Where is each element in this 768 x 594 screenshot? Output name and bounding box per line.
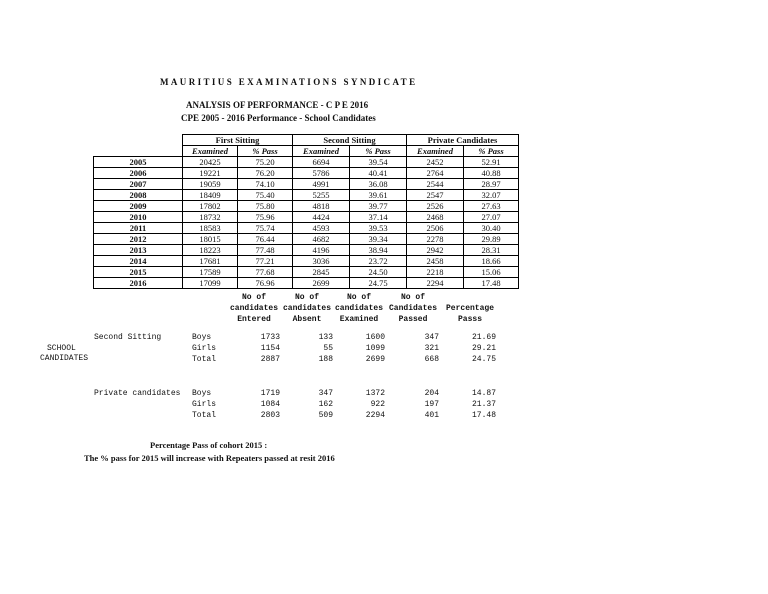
value-cell: 197: [424, 400, 439, 409]
value-cell: 76.96: [238, 278, 293, 289]
value-cell: 39.34: [350, 234, 407, 245]
value-cell: 18223: [183, 245, 238, 256]
subheader-examined: Examined: [407, 146, 464, 157]
value-cell: 509: [318, 411, 333, 420]
row-label: Total: [192, 411, 217, 420]
subheader-row: [94, 146, 519, 157]
group-second-sitting: Second Sitting: [293, 135, 407, 146]
value-cell: 4682: [293, 234, 350, 245]
value-cell: 28.97: [464, 179, 519, 190]
document-title: ANALYSIS OF PERFORMANCE - C P E 2016: [186, 100, 369, 110]
value-cell: 2845: [293, 267, 350, 278]
value-cell: 162: [318, 400, 333, 409]
table-row: [94, 201, 519, 212]
value-cell: 3036: [293, 256, 350, 267]
table-row: [94, 278, 519, 289]
column-header: candidates: [229, 304, 278, 313]
group-header-row: [94, 135, 519, 146]
table-row: [94, 245, 519, 256]
value-cell: 922: [370, 400, 385, 409]
value-cell: 39.53: [350, 223, 407, 234]
school-label: SCHOOL: [47, 344, 76, 353]
column-header: No of: [241, 293, 266, 302]
value-cell: 5786: [293, 168, 350, 179]
value-cell: 2294: [365, 411, 385, 420]
year-cell: 2014: [94, 256, 183, 267]
table-row: [94, 256, 519, 267]
value-cell: 1733: [260, 333, 280, 342]
row-label: Total: [192, 355, 217, 364]
value-cell: 36.08: [350, 179, 407, 190]
value-cell: 75.20: [238, 157, 293, 168]
value-cell: 2544: [407, 179, 464, 190]
year-cell: 2016: [94, 278, 183, 289]
value-cell: 77.48: [238, 245, 293, 256]
value-cell: 2278: [407, 234, 464, 245]
value-cell: 77.21: [238, 256, 293, 267]
year-cell: 2011: [94, 223, 183, 234]
document-subtitle: CPE 2005 - 2016 Performance - School Candidates: [181, 113, 376, 123]
value-cell: 40.88: [464, 168, 519, 179]
value-cell: 17099: [183, 278, 238, 289]
value-cell: 75.74: [238, 223, 293, 234]
table-row: [94, 234, 519, 245]
value-cell: 2468: [407, 212, 464, 223]
value-cell: 29.21: [471, 344, 496, 353]
row-label: Girls: [192, 400, 217, 409]
value-cell: 347: [318, 389, 333, 398]
column-header: No of: [346, 293, 371, 302]
value-cell: 4818: [293, 201, 350, 212]
section-label: Second Sitting: [94, 333, 162, 342]
column-header: Examined: [339, 315, 379, 324]
row-label: Boys: [192, 333, 212, 342]
value-cell: 28.31: [464, 245, 519, 256]
column-header: Candidates: [388, 304, 437, 313]
value-cell: 76.44: [238, 234, 293, 245]
year-cell: 2005: [94, 157, 183, 168]
value-cell: 32.07: [464, 190, 519, 201]
year-cell: 2007: [94, 179, 183, 190]
value-cell: 24.75: [350, 278, 407, 289]
column-header: Passs: [457, 315, 482, 324]
value-cell: 24.50: [350, 267, 407, 278]
value-cell: 37.14: [350, 212, 407, 223]
year-cell: 2008: [94, 190, 183, 201]
year-cell: 2010: [94, 212, 183, 223]
value-cell: 24.75: [471, 355, 496, 364]
value-cell: 2506: [407, 223, 464, 234]
value-cell: 15.06: [464, 267, 519, 278]
year-cell: 2009: [94, 201, 183, 212]
column-header: Absent: [292, 315, 322, 324]
value-cell: 74.10: [238, 179, 293, 190]
value-cell: 2452: [407, 157, 464, 168]
value-cell: 6694: [293, 157, 350, 168]
cohort-note-text: The % pass for 2015 will increase with Repeaters passed at resit 2016: [84, 453, 335, 463]
value-cell: 204: [424, 389, 439, 398]
performance-table: [93, 134, 519, 289]
value-cell: 17681: [183, 256, 238, 267]
value-cell: 4196: [293, 245, 350, 256]
value-cell: 4424: [293, 212, 350, 223]
row-label: Girls: [192, 344, 217, 353]
value-cell: 55: [323, 344, 333, 353]
column-header: No of: [400, 293, 425, 302]
value-cell: 18015: [183, 234, 238, 245]
value-cell: 2526: [407, 201, 464, 212]
value-cell: 29.89: [464, 234, 519, 245]
group-first-sitting: First Sitting: [183, 135, 293, 146]
value-cell: 19059: [183, 179, 238, 190]
cohort-note-heading: Percentage Pass of cohort 2015 :: [150, 440, 268, 450]
table-row: [94, 190, 519, 201]
value-cell: 5255: [293, 190, 350, 201]
value-cell: 401: [424, 411, 439, 420]
value-cell: 77.68: [238, 267, 293, 278]
value-cell: 40.41: [350, 168, 407, 179]
value-cell: 1154: [260, 344, 280, 353]
value-cell: 18732: [183, 212, 238, 223]
year-cell: 2013: [94, 245, 183, 256]
value-cell: 21.69: [471, 333, 496, 342]
value-cell: 321: [424, 344, 439, 353]
table-row: [94, 212, 519, 223]
value-cell: 1084: [260, 400, 280, 409]
value-cell: 20425: [183, 157, 238, 168]
value-cell: 2699: [293, 278, 350, 289]
subheader-pass: % Pass: [238, 146, 293, 157]
value-cell: 2699: [365, 355, 385, 364]
value-cell: 4593: [293, 223, 350, 234]
subheader-pass: % Pass: [350, 146, 407, 157]
value-cell: 1099: [365, 344, 385, 353]
value-cell: 14.87: [471, 389, 496, 398]
table-row: [94, 267, 519, 278]
column-header: Passed: [398, 315, 428, 324]
value-cell: 4991: [293, 179, 350, 190]
value-cell: 1600: [365, 333, 385, 342]
value-cell: 2547: [407, 190, 464, 201]
value-cell: 17.48: [471, 411, 496, 420]
value-cell: 17.48: [464, 278, 519, 289]
value-cell: 668: [424, 355, 439, 364]
value-cell: 2294: [407, 278, 464, 289]
column-header: Percentage: [445, 304, 494, 313]
year-cell: 2015: [94, 267, 183, 278]
section-label: Private candidates: [94, 389, 181, 398]
subheader-pass: % Pass: [464, 146, 519, 157]
value-cell: 19221: [183, 168, 238, 179]
value-cell: 39.54: [350, 157, 407, 168]
value-cell: 75.40: [238, 190, 293, 201]
table-row: [94, 168, 519, 179]
value-cell: 17802: [183, 201, 238, 212]
value-cell: 18583: [183, 223, 238, 234]
subheader-examined: Examined: [293, 146, 350, 157]
column-header: candidates: [334, 304, 383, 313]
value-cell: 27.07: [464, 212, 519, 223]
value-cell: 2458: [407, 256, 464, 267]
value-cell: 2887: [260, 355, 280, 364]
value-cell: 133: [318, 333, 333, 342]
column-header: Entered: [237, 315, 271, 324]
value-cell: 2218: [407, 267, 464, 278]
value-cell: 75.96: [238, 212, 293, 223]
value-cell: 75.80: [238, 201, 293, 212]
value-cell: 39.61: [350, 190, 407, 201]
year-cell: 2006: [94, 168, 183, 179]
group-private-candidates: Private Candidates: [407, 135, 519, 146]
organization-title: MAURITIUS EXAMINATIONS SYNDICATE: [160, 77, 418, 87]
value-cell: 18.66: [464, 256, 519, 267]
table-row: [94, 223, 519, 234]
value-cell: 347: [424, 333, 439, 342]
candidates-label: CANDIDATES: [40, 354, 89, 363]
table-row: [94, 157, 519, 168]
subheader-examined: Examined: [183, 146, 238, 157]
value-cell: 17589: [183, 267, 238, 278]
value-cell: 39.77: [350, 201, 407, 212]
year-cell: 2012: [94, 234, 183, 245]
value-cell: 52.91: [464, 157, 519, 168]
column-header: No of: [294, 293, 319, 302]
value-cell: 1719: [260, 389, 280, 398]
value-cell: 2764: [407, 168, 464, 179]
value-cell: 188: [318, 355, 333, 364]
column-header: candidates: [282, 304, 331, 313]
value-cell: 2803: [260, 411, 280, 420]
value-cell: 18409: [183, 190, 238, 201]
value-cell: 38.94: [350, 245, 407, 256]
value-cell: 2942: [407, 245, 464, 256]
value-cell: 76.20: [238, 168, 293, 179]
value-cell: 21.37: [471, 400, 496, 409]
value-cell: 27.63: [464, 201, 519, 212]
table-row: [94, 179, 519, 190]
value-cell: 1372: [365, 389, 385, 398]
row-label: Boys: [192, 389, 212, 398]
value-cell: 30.40: [464, 223, 519, 234]
value-cell: 23.72: [350, 256, 407, 267]
